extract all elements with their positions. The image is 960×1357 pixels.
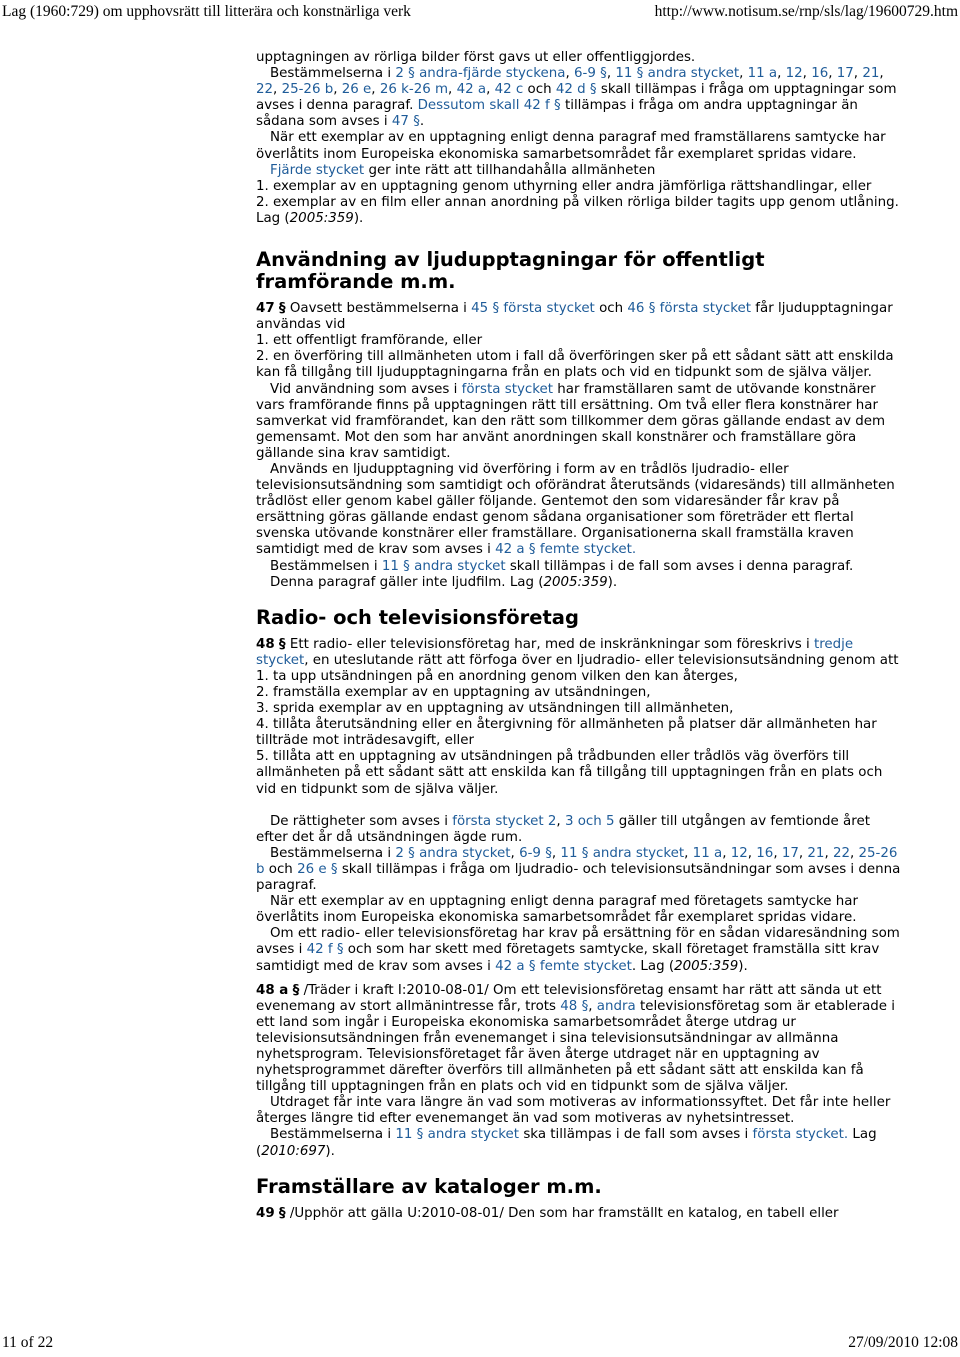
- link[interactable]: 45: [471, 301, 489, 317]
- paragraph: 48 a § /Träder i kraft I:2010-08-01/ Om ett televisionsföretag ensamt har rätt att sända ut ett evenemang av stort allmänintresse får, trots 48 §, andra televisionsföretag som är etablerade i ett land som ingår i Europeiska ekonomiska samarbetsområdet återge utdrag ur televisionsutsändningen från evenemanget i sina televisionsutsändningar av allmänna nyhetsprogram. Televisionsföretaget får även återge utdraget när en upptagning av nyhetsprogrammet därefter överförs till allmänheten på ett sådant sätt att enskilda kan få tillgång till upptagningen från en plats och vid en tidpunkt som de själva väljer.: [256, 982, 895, 1095]
- link[interactable]: 11 a: [692, 845, 723, 861]
- link[interactable]: 26 e: [297, 861, 327, 877]
- link[interactable]: 42 f: [306, 942, 333, 958]
- section-icon: §: [600, 66, 607, 82]
- list-item: 2. exemplar av en film eller annan anordning på vilken rörliga bilder tagits upp genom utlåning. Lag (2005:359).: [256, 194, 899, 226]
- section-icon: §: [413, 114, 420, 130]
- section-icon: §: [528, 958, 536, 974]
- section-icon: §: [408, 66, 415, 82]
- paragraph: De rättigheter som avses i första stycket 2, 3 och 5 gäller till utgången av femtionde året efter det år då utsändningen ägde rum.: [256, 813, 870, 845]
- section-icon: §: [636, 66, 644, 82]
- paragraph: Bestämmelserna i 2 § andra stycket, 6-9 §, 11 § andra stycket, 11 a, 12, 16, 17, 21, 22, 25-26 b och 26 e § skall tillämpas i fråga om ljudradio- och televisionsutsändningar som avses i denna paragraf.: [256, 845, 901, 894]
- link[interactable]: 11: [381, 558, 399, 574]
- link[interactable]: 42 a: [456, 82, 487, 98]
- link[interactable]: 42 a: [495, 542, 525, 558]
- link[interactable]: första stycket: [659, 301, 752, 317]
- link[interactable]: 17: [836, 66, 854, 82]
- link[interactable]: 2: [395, 845, 404, 861]
- paragraph: Fjärde stycket ger inte rätt att tillhandahålla allmänheten: [270, 162, 656, 178]
- link[interactable]: 25-26 b: [256, 845, 898, 877]
- link[interactable]: 11: [615, 66, 633, 82]
- link[interactable]: första stycket: [503, 301, 595, 317]
- section-icon: §: [408, 845, 415, 861]
- link[interactable]: andra stycket: [592, 845, 685, 861]
- link[interactable]: 11: [560, 845, 578, 861]
- link[interactable]: andra stycket: [427, 1127, 520, 1143]
- paragraph: upptagningen av rörliga bilder först gavs ut eller offentliggjordes.: [256, 50, 696, 65]
- paragraph: Används en ljudupptagning vid överföring i form av en trådlös ljudradio- eller televisionsutsändning som samtidigt och oförändrat återutsänds (vidaresänds) till allmänheten trådlöst eller genom kabel gäller följande. Gentemot den som vidaresänder får krav på ersättning göras gällande endast genom sådana organisationer som företräder ett flertal svenska utövande konstnärer eller framställare. Organisationerna skall framställa kraven samtidigt med de krav som avses i 42 a § femte stycket.: [256, 461, 895, 558]
- list-item: 2. en överföring till allmänheten utom i fall då överföringen sker på ett sådant sätt att enskilda kan få tillgång till ljudupptagningarna från en plats och vid en tidpunkt som de själva väljer.: [256, 349, 894, 381]
- link[interactable]: andra stycket: [647, 66, 740, 82]
- list-item: 1. ett offentligt framförande, eller: [256, 333, 483, 349]
- link[interactable]: 48: [560, 998, 578, 1014]
- list-item: 4. tillåta återutsändning eller en återgivning för allmänheten på platser där allmänheten har tillträde mot inträdesavgift, eller: [256, 717, 877, 749]
- link[interactable]: andra-fjärde styckena: [419, 66, 566, 82]
- print-header: [0, 0, 960, 28]
- link[interactable]: 16: [756, 845, 774, 861]
- section-heading: Användning av ljudupptagningar för offentligt framförande m.m.: [256, 248, 765, 294]
- link[interactable]: Fjärde stycket: [270, 162, 365, 178]
- link[interactable]: 16: [811, 66, 829, 82]
- link[interactable]: 11: [395, 1127, 413, 1143]
- link[interactable]: Dessutom skall: [417, 98, 520, 114]
- link[interactable]: 42 c: [494, 82, 524, 98]
- paragraph: 48 § Ett radio- eller televisionsföretag har, med de inskränkningar som föreskrivs i tredje stycket, en uteslutande rätt att förfoga över en ljudradio- eller televisionsutsändning genom att: [256, 636, 899, 668]
- link[interactable]: 26 e: [341, 82, 372, 98]
- link[interactable]: första stycket 2: [452, 813, 557, 829]
- section-icon: §: [545, 845, 552, 861]
- paragraph: 49 § /Upphör att gälla U:2010-08-01/ Den som har framställt en katalog, en tabell eller: [256, 1205, 839, 1221]
- paragraph: När ett exemplar av en upptagning enligt denna paragraf med framställarens samtycke har överlåtits inom Europeiska ekonomiska samarbetsområdet får exemplaret spridas vidare.: [256, 130, 886, 162]
- link[interactable]: andra stycket: [414, 558, 506, 574]
- link[interactable]: 22: [256, 82, 274, 98]
- link[interactable]: 6-9: [519, 845, 541, 861]
- link[interactable]: 2: [395, 66, 404, 82]
- section-icon: §: [581, 998, 589, 1014]
- section-icon: §: [278, 301, 286, 317]
- paragraph: Vid användning som avses i första stycket har framställaren samt de utövande konstnärer vars framförande finns på upptagningen rätt till ersättning. Om två eller flera konstnärer har samverkat vid framförandet, kan den rätt som tillkommer dem göras gällande endast av dem gemensamt. Mot den som har använt anordningen skall konstnärer och framställare göra gällande sina krav samtidigt.: [256, 381, 886, 461]
- link[interactable]: 42 d: [555, 82, 586, 98]
- list-item: 5. tillåta att en upptagning av utsändningen på trådbunden eller trådlös väg överförs till allmänheten på ett sådant sätt att enskilda kan få tillgång till upptagningen från en plats och vid en tidpunkt som de själva väljer.: [256, 749, 883, 797]
- link[interactable]: 42 f: [523, 98, 550, 114]
- paragraph: Bestämmelserna i 11 § andra stycket ska tillämpas i de fall som avses i första stycket. Lag (2010:697).: [256, 1127, 877, 1159]
- section-icon: §: [330, 861, 338, 877]
- section-icon: §: [292, 982, 300, 998]
- link[interactable]: 47: [391, 114, 409, 130]
- list-item: 1. exemplar av en upptagning genom uthyrning eller andra jämförliga rättshandlingar, eller: [256, 178, 872, 194]
- link[interactable]: 22: [832, 845, 850, 861]
- section-icon: §: [589, 82, 597, 98]
- link[interactable]: 46: [627, 301, 645, 317]
- print-footer: [0, 1334, 960, 1356]
- link[interactable]: första stycket: [461, 381, 554, 397]
- link[interactable]: 3 och 5: [564, 813, 615, 829]
- paragraph: 47 § Oavsett bestämmelserna i 45 § första stycket och 46 § första stycket får ljudupptagningar användas vid: [256, 301, 893, 333]
- document-title: Lag (1960:729) om upphovsrätt till litterära och konstnärliga verk: [2, 3, 411, 20]
- link[interactable]: femte stycket.: [539, 542, 637, 558]
- link[interactable]: 21: [862, 66, 880, 82]
- list-item: 3. sprida exemplar av en upptagning av utsändningen till allmänheten,: [256, 701, 734, 717]
- section-icon: §: [554, 98, 561, 114]
- paragraph: Bestämmelsen i 11 § andra stycket skall tillämpas i de fall som avses i denna paragraf.: [270, 558, 854, 574]
- paragraph: Denna paragraf gäller inte ljudfilm. Lag (2005:359).: [270, 574, 618, 590]
- page-indicator: 11 of 22: [2, 1334, 54, 1351]
- link[interactable]: 6-9: [573, 66, 596, 82]
- link[interactable]: 12: [785, 66, 803, 82]
- section-icon: §: [403, 558, 410, 574]
- section-heading: Framställare av kataloger m.m.: [256, 1174, 602, 1198]
- section-icon: §: [492, 301, 500, 317]
- link[interactable]: femte stycket: [539, 958, 632, 974]
- link[interactable]: 26 k-26 m: [379, 82, 449, 98]
- link[interactable]: tredje stycket: [256, 636, 854, 668]
- paragraph: Om ett radio- eller televisionsföretag har krav på ersättning för en sådan vidaresändning som avses i 42 f § och som har skett med företagets samtycke, skall företaget framställa sitt krav samtidigt med de krav som avses i 42 a § femte stycket. Lag (2005:359).: [256, 926, 900, 974]
- document-url: http://www.notisum.se/rnp/sls/lag/19600729.htm: [654, 3, 958, 20]
- link[interactable]: 25-26 b: [281, 82, 334, 98]
- law-text: [256, 50, 901, 1222]
- print-datetime: 27/09/2010 12:08: [848, 1334, 958, 1351]
- link[interactable]: andra stycket: [419, 845, 511, 861]
- section-icon: §: [336, 942, 344, 958]
- link[interactable]: andra: [596, 998, 636, 1014]
- paragraph: När ett exemplar av en upptagning enligt denna paragraf med företagets samtycke har överlåtits inom Europeiska ekonomiska samarbetsområdet får exemplaret spridas vidare.: [256, 894, 858, 926]
- section-icon: §: [581, 845, 589, 861]
- paragraph: Bestämmelserna i 2 § andra-fjärde styckena, 6-9 §, 11 § andra stycket, 11 a, 12, 16, 17, 21, 22, 25-26 b, 26 e, 26 k-26 m, 42 a, 42 c och 42 d § skall tillämpas i fråga om upptagningar som avses i denna paragraf. Dessutom skall 42 f § tillämpas i fråga om andra upptagningar än sådana som avses i 47 §.: [256, 66, 897, 130]
- section-icon: §: [278, 636, 286, 652]
- section-icon: §: [416, 1127, 424, 1143]
- link[interactable]: 12: [730, 845, 748, 861]
- link[interactable]: 17: [781, 845, 799, 861]
- link[interactable]: första stycket.: [752, 1127, 849, 1143]
- list-item: 1. ta upp utsändningen på en anordning genom vilken den kan återges,: [256, 668, 738, 684]
- paragraph: Utdraget får inte vara längre än vad som motiveras av informationssyftet. Det får inte heller återges längre tid efter evenemanget än vad som motiveras av nyhetsintresset.: [256, 1095, 891, 1127]
- link[interactable]: 21: [807, 845, 825, 861]
- link[interactable]: 42 a: [495, 958, 525, 974]
- link[interactable]: 11 a: [747, 66, 778, 82]
- section-icon: §: [648, 301, 656, 317]
- section-icon: §: [278, 1205, 286, 1221]
- section-heading: Radio- och televisionsföretag: [256, 605, 579, 629]
- section-icon: §: [528, 542, 536, 558]
- list-item: 2. framställa exemplar av en upptagning av utsändningen,: [256, 685, 651, 700]
